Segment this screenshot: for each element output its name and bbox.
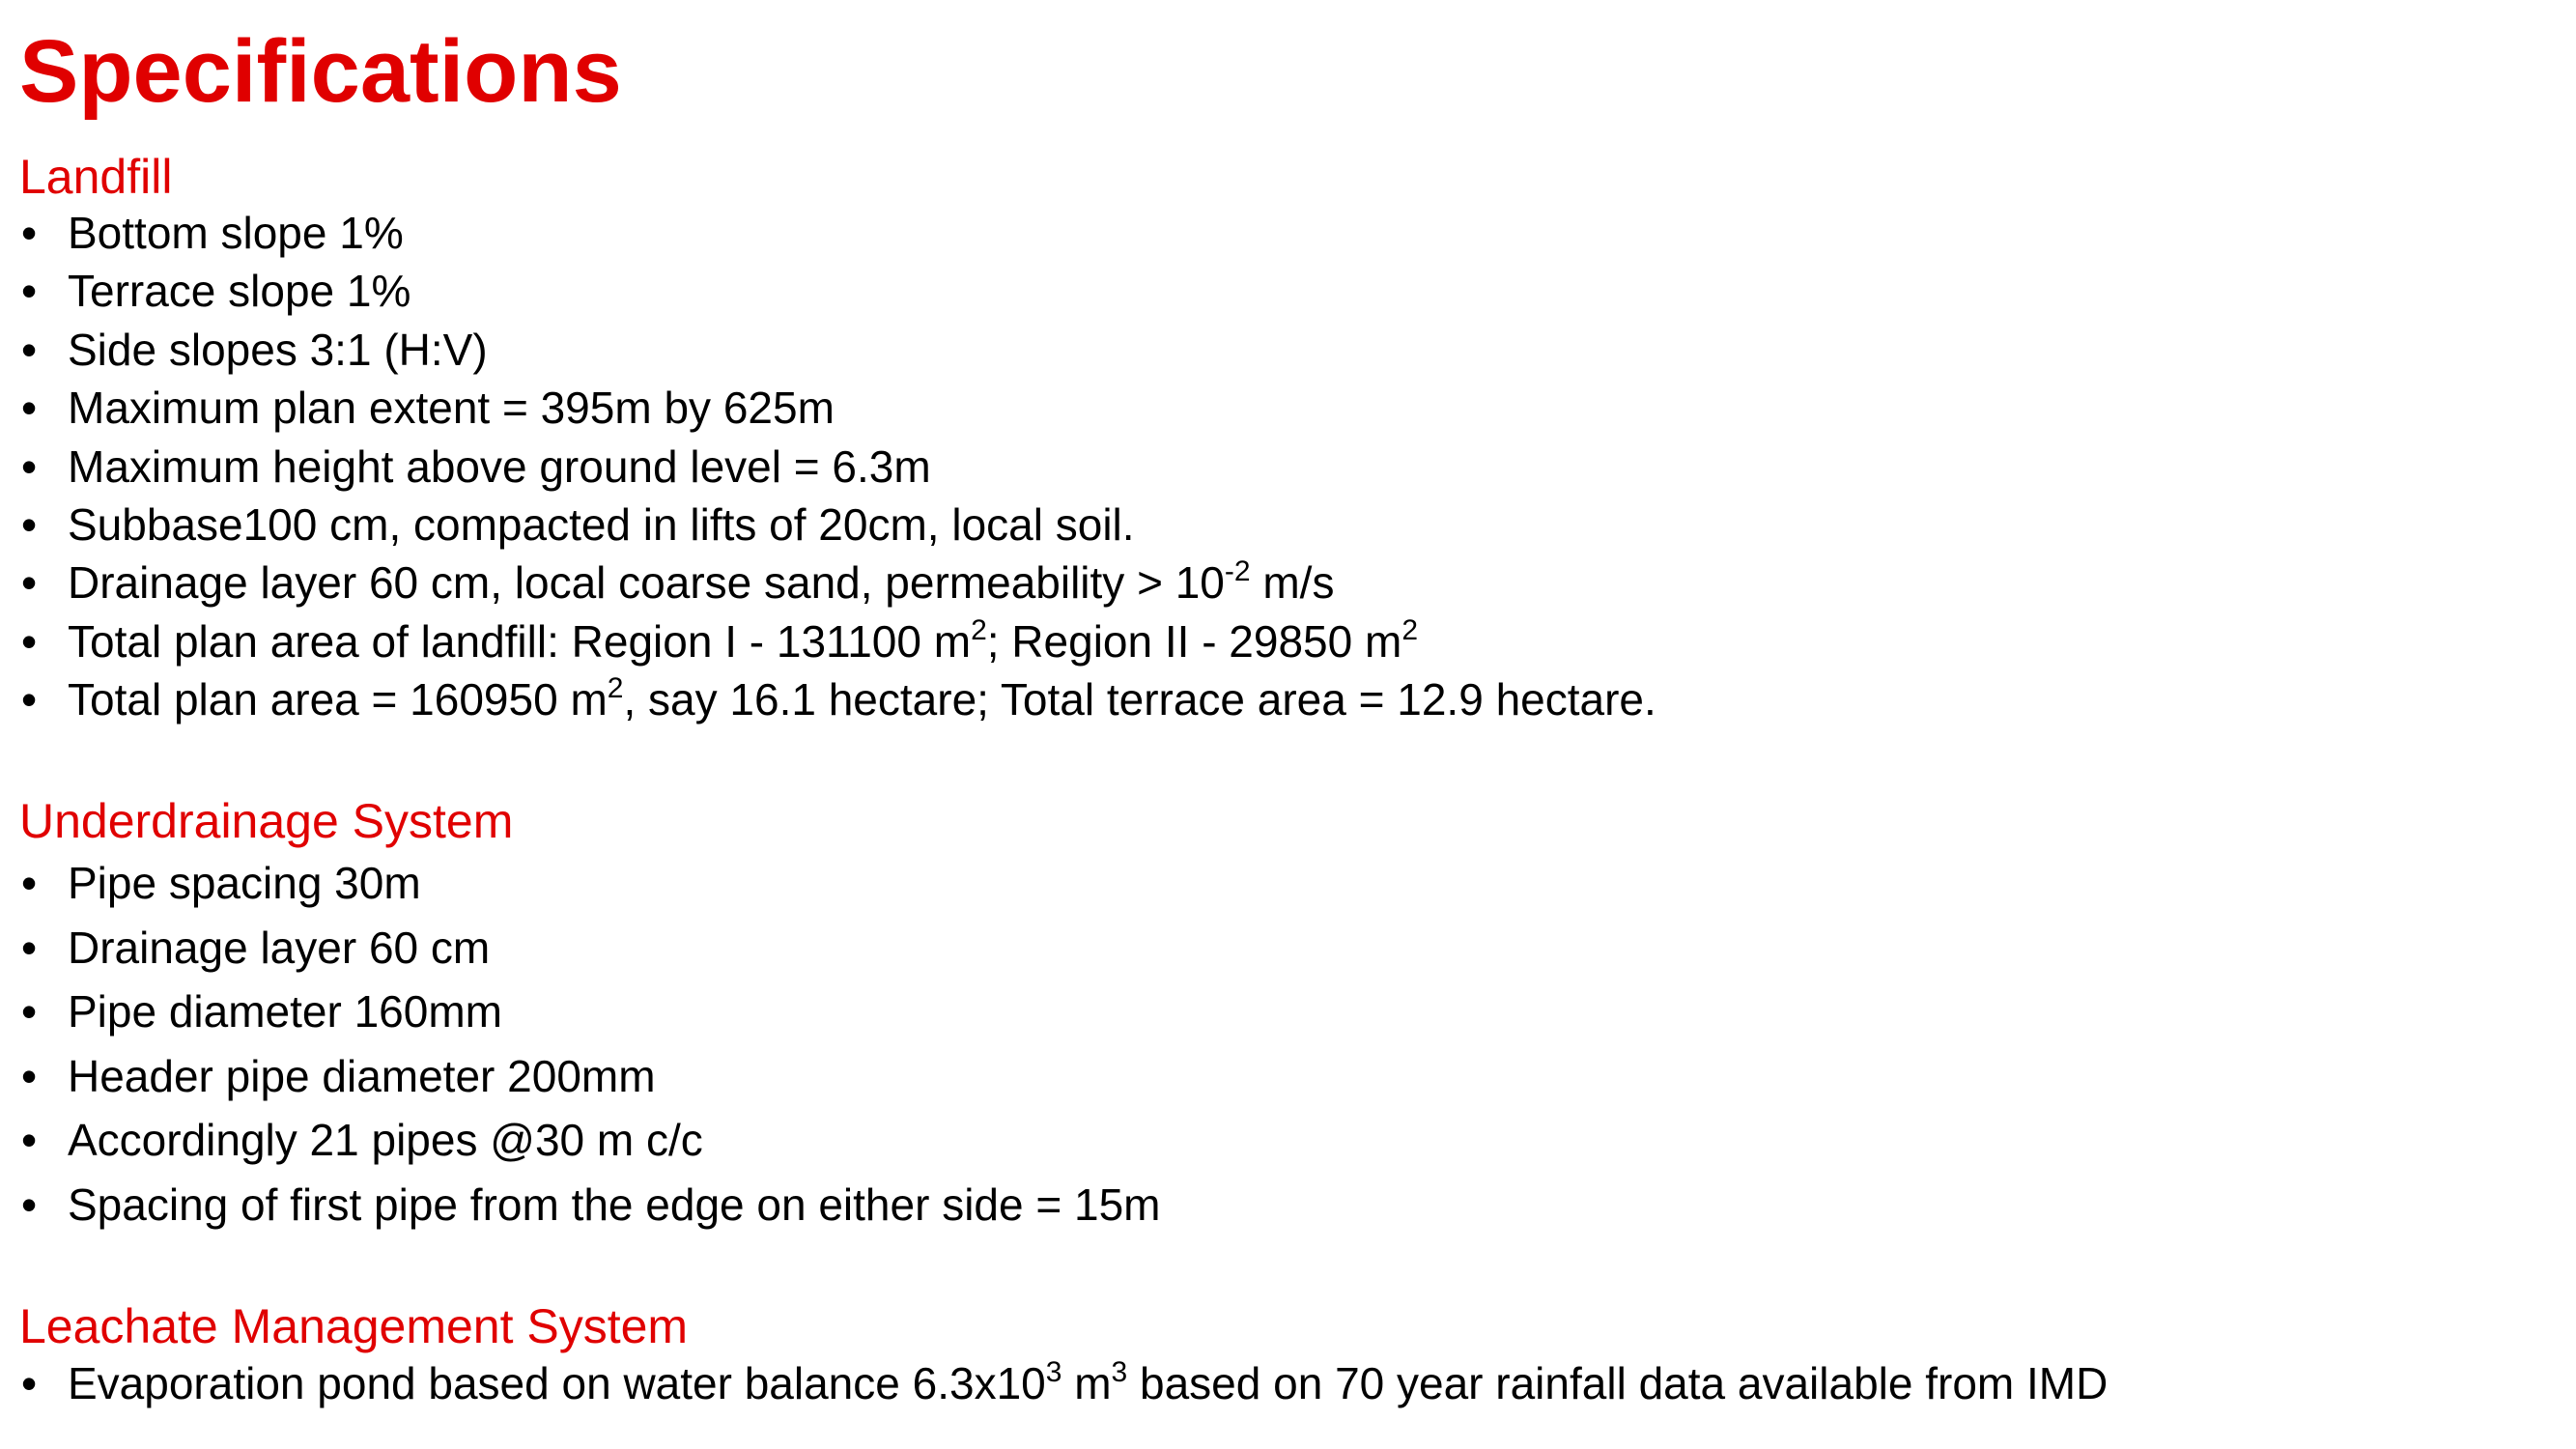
exponent: 3 (1111, 1356, 1128, 1388)
list-item (19, 672, 1656, 735)
exponent: 3 (1045, 1356, 1062, 1388)
list-item: • Subbase100 cm, compacted in lifts of 20cm, local soil. (19, 502, 1656, 560)
list-item: • Drainage layer 60 cm (19, 925, 1161, 990)
list-item (19, 613, 1656, 677)
list-item: • Bottom slope 1% (19, 211, 1656, 269)
item-text: Total plan area of landfill: Region I - 131100 m (68, 615, 972, 667)
exponent: 2 (971, 613, 987, 646)
item-text: , say 16.1 hectare; Total terrace area = 12.9 hectare. (623, 674, 1656, 725)
list-item: • Header pipe diameter 200mm (19, 1054, 1161, 1119)
item-text: m/s (1250, 557, 1335, 609)
list-item: • Spacing of first pipe from the edge on either side = 15m (19, 1182, 1161, 1247)
list-item: • Maximum height above ground level = 6.3m (19, 444, 1656, 502)
list-item: • Maximum plan extent = 395m by 625m (19, 385, 1656, 443)
exponent: -2 (1224, 555, 1251, 588)
list-item: • Side slopes 3:1 (H:V) (19, 327, 1656, 385)
item-text: ; Region II - 29850 m (986, 615, 1402, 667)
item-text: Drainage layer 60 cm, local coarse sand, permeability > 10 (68, 557, 1225, 609)
list-item: • Terrace slope 1% (19, 269, 1656, 327)
item-text: Total plan area = 160950 m (68, 674, 608, 725)
section-heading-leachate: Leachate Management System (19, 1299, 689, 1353)
section-heading-underdrainage: Underdrainage System (19, 794, 514, 848)
item-text: Evaporation pond based on water balance 6.3x10 (68, 1358, 1046, 1408)
section-heading-landfill: Landfill (19, 150, 173, 204)
exponent: 2 (1401, 613, 1419, 646)
page-title: Specifications (19, 22, 622, 121)
landfill-list (19, 208, 1656, 736)
item-text: m (1062, 1358, 1112, 1408)
exponent: 2 (607, 672, 624, 705)
list-item (19, 1356, 2109, 1419)
list-item (19, 555, 1656, 618)
list-item: • Pipe spacing 30m (19, 861, 1161, 925)
list-item: • Accordingly 21 pipes @30 m c/c (19, 1118, 1161, 1182)
list-item: • Pipe diameter 160mm (19, 989, 1161, 1054)
underdrainage-list (19, 858, 1161, 1247)
item-text: based on 70 year rainfall data available from IMD (1127, 1358, 2109, 1408)
leachate-list (19, 1356, 2109, 1419)
